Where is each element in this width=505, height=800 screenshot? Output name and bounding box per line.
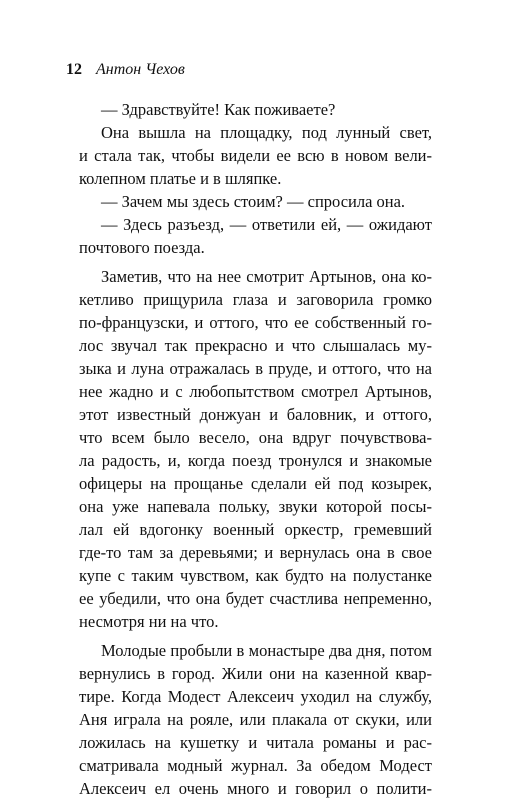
body-text [79, 98, 432, 800]
text-line: Молодые пробыли в монастыре два дня, потом [101, 641, 432, 660]
text-line: этот известный донжуан и баловник, и оттого, [79, 405, 432, 424]
text-line: — Здравствуйте! Как поживаете? [101, 100, 336, 119]
paragraph [79, 639, 432, 800]
text-line: офицеры на прощанье сделали ей под козырек, [79, 474, 432, 493]
text-line: Заметив, что на нее смотрит Артынов, она ко- [101, 267, 432, 286]
text-line: Она вышла на площадку, под лунный свет, [101, 123, 432, 142]
text-line: — Зачем мы здесь стоим? — спросила она. [101, 192, 406, 211]
text-line: ложилась на кушетку и читала романы и рас- [79, 733, 432, 752]
running-head [66, 58, 446, 82]
text-line: где-то там за деревьями; и вернулась она в свое [79, 543, 432, 562]
text-line: вернулись в город. Жили они на казенной квар- [79, 664, 432, 683]
text-line: Алексеич ел очень много и говорил о полити- [79, 779, 432, 798]
text-line: ее убедили, что она будет счастлива непременно, [79, 589, 432, 608]
text-line: по-французски, и оттого, что ее собственный го- [79, 313, 432, 332]
text-line: — Здесь разъезд, — ответили ей, — ожидают [101, 215, 432, 234]
text-line: купе с таким чувством, как будто на полустанке [79, 566, 432, 585]
text-line: зыка и луна отражалась в пруде, и оттого, что на [79, 359, 432, 378]
text-line: тире. Когда Модест Алексеич уходил на службу, [79, 687, 432, 706]
text-line: ла радость, и, когда поезд тронулся и знакомые [79, 451, 432, 470]
text-line: что всем было весело, она вдруг почувствова- [79, 428, 432, 447]
text-line: колепном платье и в шляпке. [79, 169, 282, 188]
text-line: Аня играла на рояле, или плакала от скуки, или [79, 710, 432, 729]
text-line: почтового поезда. [79, 238, 205, 257]
text-line: нее жадно и с любопытством смотрел Артынов, [79, 382, 432, 401]
paragraph [79, 190, 432, 213]
paragraph [79, 265, 432, 633]
page-number: 12 [66, 61, 82, 78]
author-name: Антон Чехов [96, 61, 185, 78]
text-line: кетливо прищурила глаза и заговорила громко [79, 290, 432, 309]
text-line: она уже напевала польку, звуки которой посы- [79, 497, 432, 516]
paragraph [79, 121, 432, 190]
paragraph [79, 213, 432, 259]
paragraph [79, 98, 432, 121]
text-line: несмотря ни на что. [79, 612, 219, 631]
text-line: лос звучал так прекрасно и что слышалась му- [79, 336, 432, 355]
text-line: и стала так, чтобы видели ее всю в новом вели- [79, 146, 432, 165]
text-line: лал ей вдогонку военный оркестр, гремевший [79, 520, 432, 539]
text-line: сматривала модный журнал. За обедом Модест [79, 756, 432, 775]
